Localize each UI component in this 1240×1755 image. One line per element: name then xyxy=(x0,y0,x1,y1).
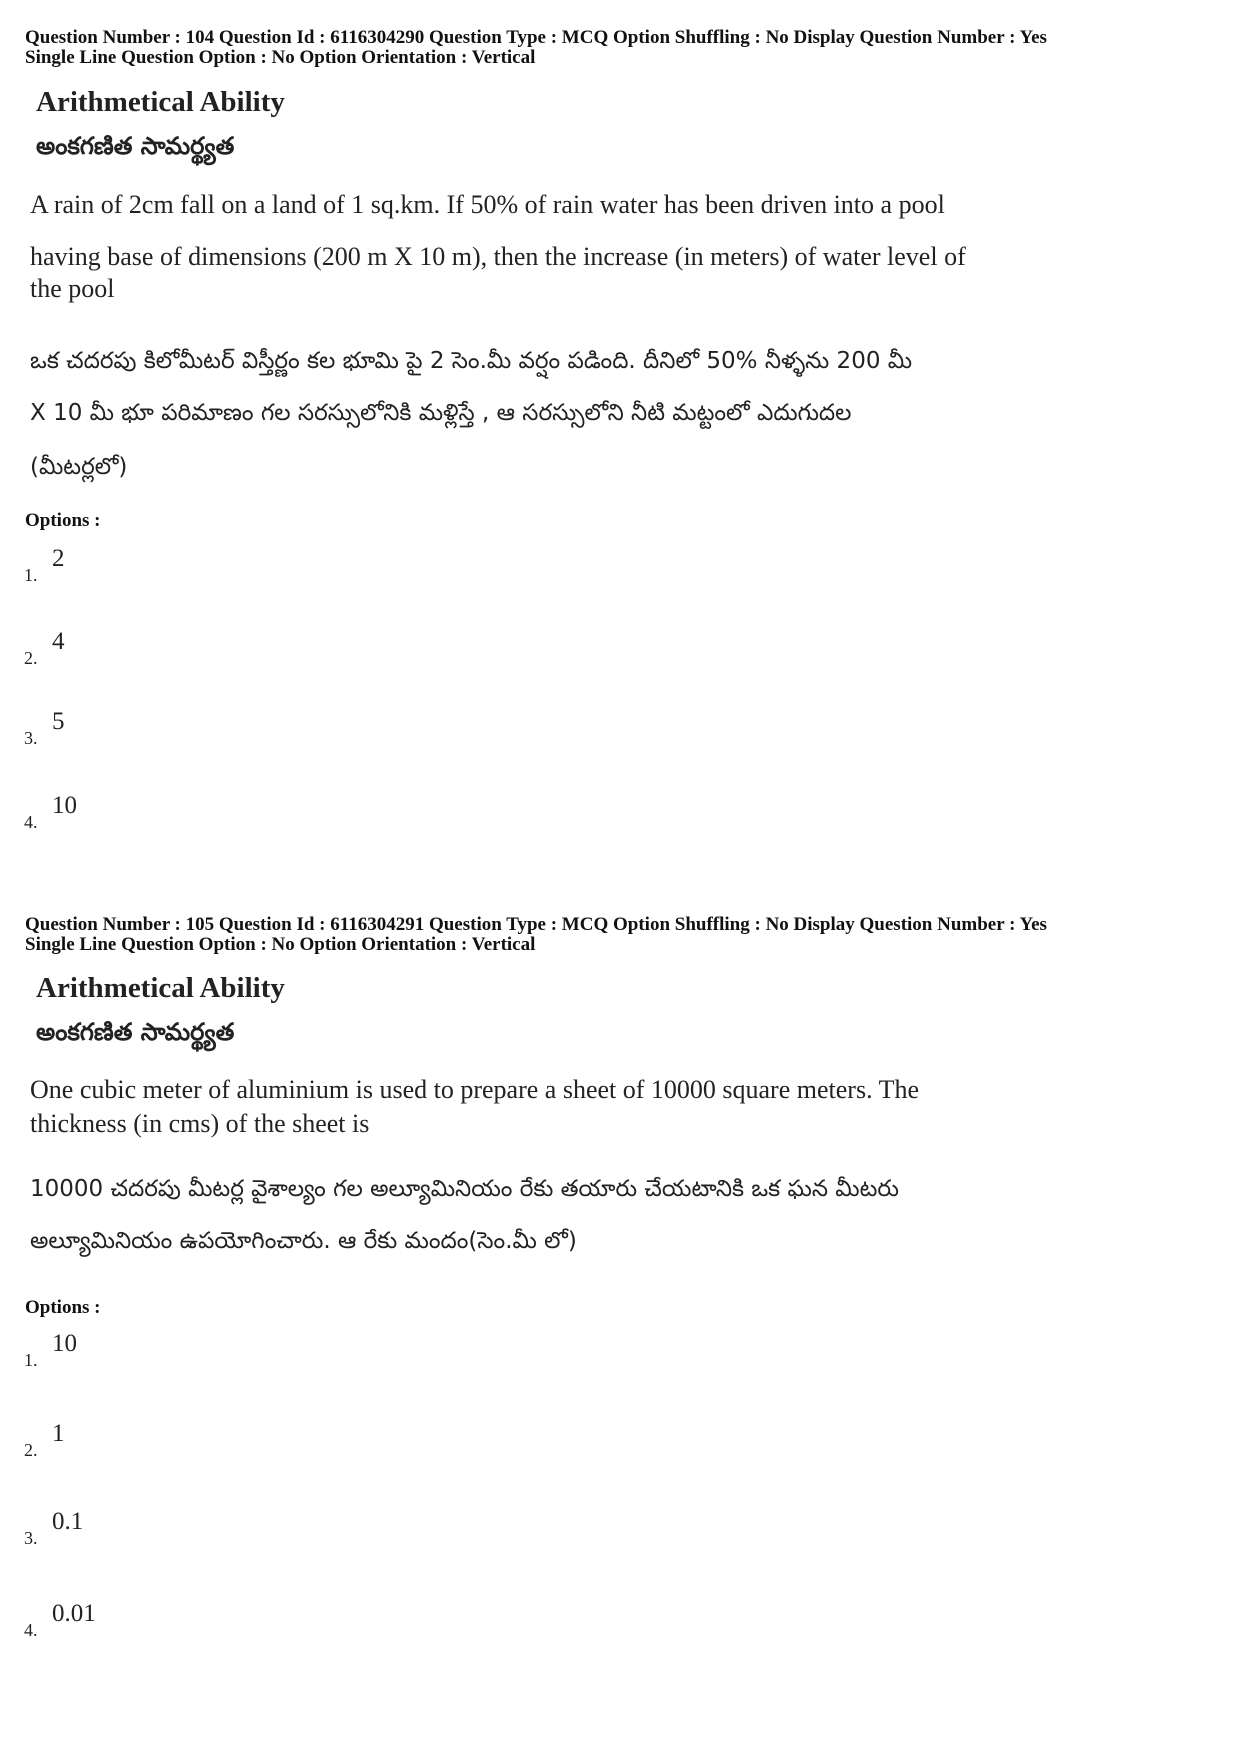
text-line: X 10 మీ భూ పరిమాణం గల సరస్సులోనికి మళ్లిస్తే , ఆ సరస్సులోని నీటి మట్టంలో ఎదుగుదల xyxy=(30,400,852,426)
text-line: ఒక చదరపు కిలోమీటర్ విస్తీర్ణం కల భూమి పై 2 సెం.మీ వర్షం పడింది. దీనిలో 50% నీళ్ళను 200 మీ xyxy=(30,348,913,374)
options-label: Options : xyxy=(25,1297,101,1318)
meta-line-2: Single Line Question Option : No Option Orientation : Vertical xyxy=(25,934,536,955)
option-number: 4. xyxy=(24,1620,38,1640)
option-value: 10 xyxy=(52,1330,77,1357)
text-line: the pool xyxy=(30,274,115,303)
option-2[interactable] xyxy=(24,628,324,668)
option-3[interactable] xyxy=(24,708,324,748)
option-number: 4. xyxy=(24,812,38,832)
option-value: 0.1 xyxy=(52,1508,84,1535)
text-line: One cubic meter of aluminium is used to prepare a sheet of 10000 square meters. The xyxy=(30,1075,920,1104)
option-number: 1. xyxy=(24,565,38,585)
text-line: 10000 చదరపు మీటర్ల వైశాల్యం గల అల్యూమినియం రేకు తయారు చేయటానికి ఒక ఘన మీటరు xyxy=(30,1176,899,1202)
option-number: 3. xyxy=(24,1528,38,1548)
option-1[interactable] xyxy=(24,545,324,585)
text-line: thickness (in cms) of the sheet is xyxy=(30,1109,370,1138)
option-number: 2. xyxy=(24,1440,38,1460)
meta-line-1: Question Number : 104 Question Id : 6116304290 Question Type : MCQ Option Shuffling : No Display Question Number : Yes xyxy=(25,27,1047,48)
option-value: 1 xyxy=(52,1420,65,1447)
question-meta xyxy=(25,28,1047,68)
subject-telugu: అంకగణిత సామర్థ్యత xyxy=(36,1018,235,1046)
text-line: (మీటర్లలో) xyxy=(30,454,128,480)
text-line: A rain of 2cm fall on a land of 1 sq.km. If 50% of rain water has been driven into a pool xyxy=(30,190,945,219)
text-line: అల్యూమినియం ఉపయోగించారు. ఆ రేకు మందం(సెం.మీ లో) xyxy=(30,1228,577,1254)
option-value: 0.01 xyxy=(52,1600,96,1627)
option-value: 5 xyxy=(52,708,65,735)
meta-line-2: Single Line Question Option : No Option Orientation : Vertical xyxy=(25,47,536,68)
option-1[interactable] xyxy=(24,1330,324,1370)
option-value: 2 xyxy=(52,545,65,572)
options-label: Options : xyxy=(25,510,101,531)
option-value: 4 xyxy=(52,628,65,655)
option-number: 3. xyxy=(24,728,38,748)
option-number: 2. xyxy=(24,648,38,668)
option-4[interactable] xyxy=(24,1600,324,1640)
text-line: having base of dimensions (200 m X 10 m), then the increase (in meters) of water level of xyxy=(30,242,966,271)
option-number: 1. xyxy=(24,1350,38,1370)
subject-english: Arithmetical Ability xyxy=(36,972,285,1004)
subject-english: Arithmetical Ability xyxy=(36,86,285,118)
option-4[interactable] xyxy=(24,792,324,832)
option-value: 10 xyxy=(52,792,77,819)
meta-line-1: Question Number : 105 Question Id : 6116304291 Question Type : MCQ Option Shuffling : No Display Question Number : Yes xyxy=(25,914,1047,935)
subject-telugu: అంకగణిత సామర్థ్యత xyxy=(36,132,235,160)
option-3[interactable] xyxy=(24,1508,324,1548)
question-meta xyxy=(25,915,1047,955)
option-2[interactable] xyxy=(24,1420,324,1460)
